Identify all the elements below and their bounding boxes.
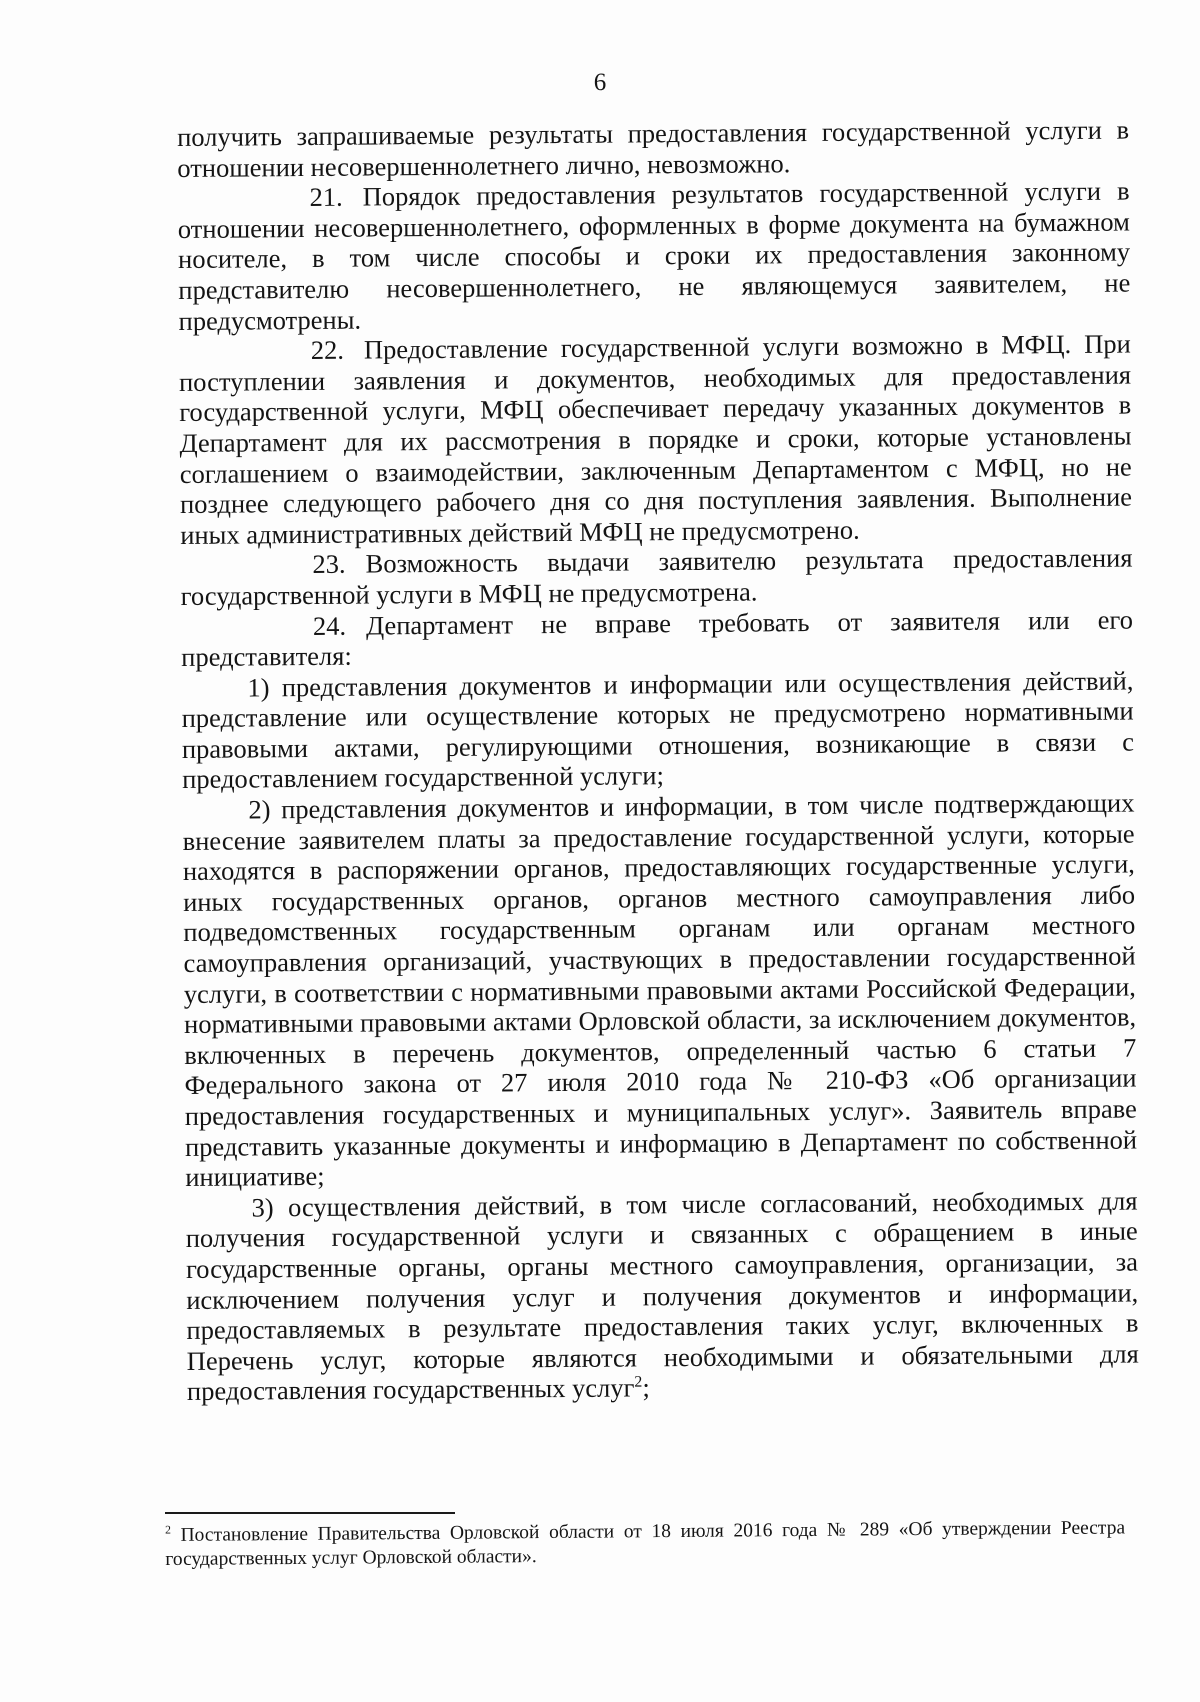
document-body bbox=[177, 115, 1139, 1407]
list-item-2 bbox=[182, 788, 1137, 1193]
clause-23 bbox=[180, 543, 1132, 612]
paragraph-text: получить запрашиваемые результаты предоставления государственной услуги в отношении несовершеннолетнего лично, невозможно. bbox=[177, 114, 1130, 183]
clause-number: 21. bbox=[309, 181, 343, 213]
clause-24 bbox=[181, 604, 1133, 673]
clause-text: Возможность выдачи заявителю результата предоставления государственной услуги в МФЦ не предусмотрена. bbox=[180, 542, 1133, 611]
footnote bbox=[165, 1516, 1125, 1572]
list-item-tail: ; bbox=[642, 1372, 650, 1403]
clause-21 bbox=[177, 176, 1130, 336]
list-item-text: 3) осуществления действий, в том числе согласований, необходимых для получения государственной услуги и связанных с обращением в иные государственные органы, органы местного самоуправления, организации, за исключением получения услуг и получения документов и информации, предоставляемых в результате предоставления таких услуг, включенных в Перечень услуг, которые являются необходимыми и обязательными для предоставления государственных услуг bbox=[185, 1185, 1139, 1407]
footnote-text: Постановление Правительства Орловской области от 18 июля 2016 года № 289 «Об утверждении Реестра государственных услуг Орловской области». bbox=[165, 1517, 1126, 1570]
list-item-text: 1) представления документов и информации или осуществления действий, представление или осуществление которых не предусмотрено нормативными правовыми актами, регулирующими отношения, возникающие в связи с предоставлением государственной услуги; bbox=[181, 665, 1135, 795]
clause-number: 23. bbox=[312, 549, 346, 580]
clause-text: Департамент не вправе требовать от заявителя или его представителя: bbox=[181, 604, 1134, 673]
clause-22 bbox=[179, 329, 1133, 551]
list-item-text: 2) представления документов и информации, в том числе подтверждающих внесение заявителем платы за предоставление государственной услуги, которые находятся в распоряжении органов, предоставляющих государственные услуги, иных государственных органов, органов местного самоуправления либо подведомственных государственным органам или органам местного самоуправления организаций, участвующих в предоставлении государственной услуги, в соответствии с нормативными правовыми актами Российской Федерации, нормативными правовыми актами Орловской области, за исключением документов, включенных в перечень документов, определенный частью 6 статьи 7 Федерального закона от 27 июля 2010 года № 210-ФЗ «Об организации предоставления государственных и муниципальных услуг». Заявитель вправе представить указанные документы и информацию в Департамент по собственной инициативе; bbox=[182, 787, 1138, 1193]
clause-text: Порядок предоставления результатов государственной услуги в отношении несовершеннолетнего, оформленных в форме документа на бумажном носителе, в том числе способы и сроки их предоставления законному представителю несовершеннолетнего, не являющемуся заявителем, не предусмотрены. bbox=[177, 175, 1131, 336]
list-item-3 bbox=[185, 1185, 1139, 1407]
page-number: 6 bbox=[593, 69, 607, 96]
paragraph-continuation bbox=[177, 115, 1129, 184]
footnote-separator bbox=[165, 1512, 455, 1514]
list-item-1 bbox=[181, 665, 1134, 795]
footnote-reference: 2 bbox=[634, 1373, 643, 1391]
footnote-marker: 2 bbox=[164, 1523, 171, 1537]
clause-text: Предоставление государственной услуги возможно в МФЦ. При поступлении заявления и документов, необходимых для предоставления государственной услуги, МФЦ обеспечивает передачу указанных документов в Департамент для их рассмотрения в порядке и сроки, которые установлены соглашением о взаимодействии, заключенным Департаментом с МФЦ, но не позднее следующего рабочего дня со дня поступления заявления. Выполнение иных административных действий МФЦ не предусмотрено. bbox=[178, 328, 1133, 550]
clause-number: 22. bbox=[310, 334, 345, 366]
clause-number: 24. bbox=[312, 610, 347, 641]
